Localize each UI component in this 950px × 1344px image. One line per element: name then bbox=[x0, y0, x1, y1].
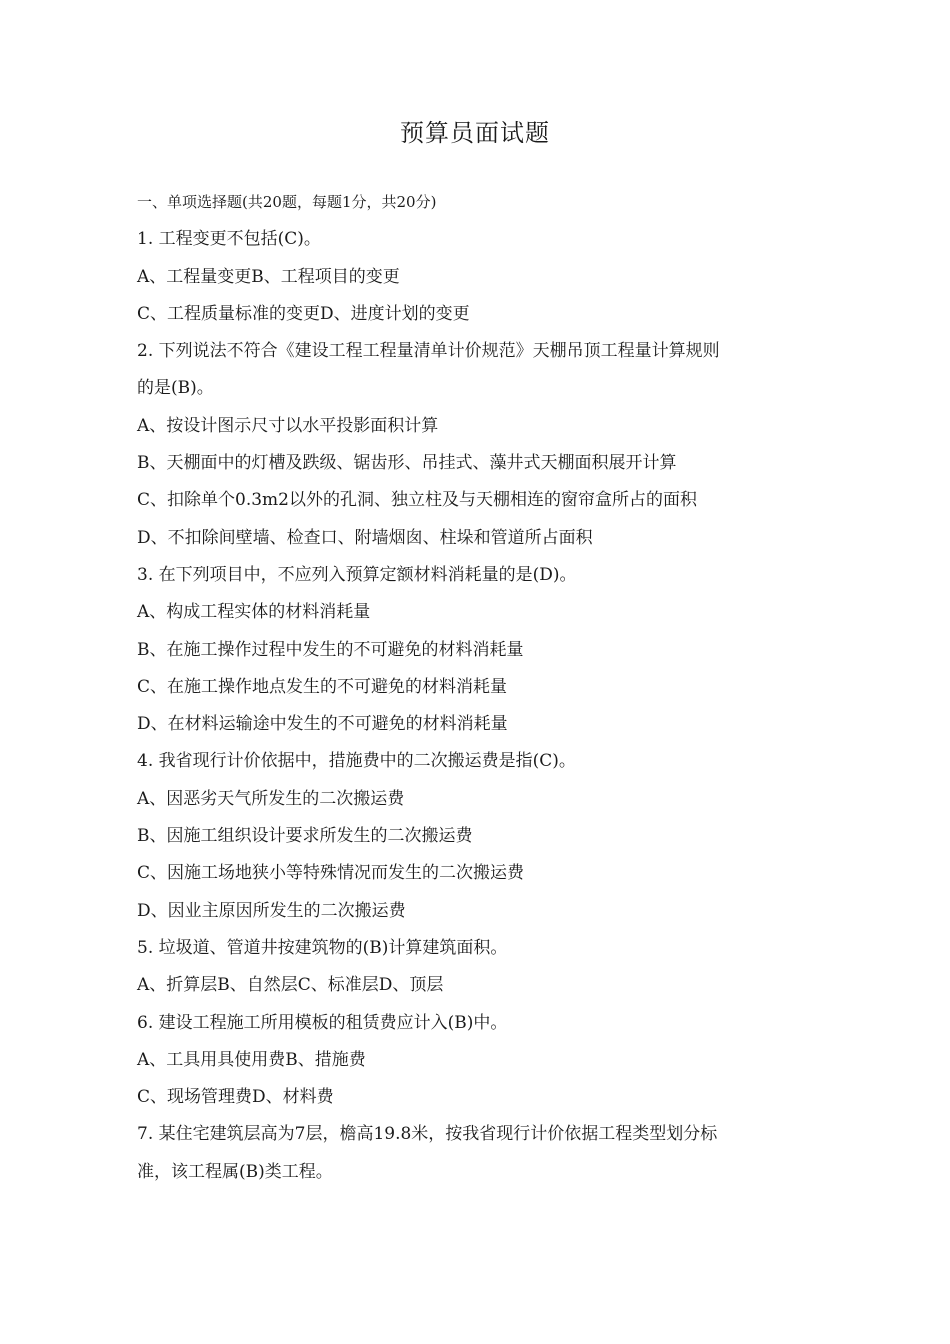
question-1-options-cd: C、工程质量标准的变更D、进度计划的变更 bbox=[137, 303, 470, 324]
question-1-options-ab: A、工程量变更B、工程项目的变更 bbox=[137, 266, 400, 287]
question-3-option-c: C、在施工操作地点发生的不可避免的材料消耗量 bbox=[137, 676, 508, 697]
question-3-option-b: B、在施工操作过程中发生的不可避免的材料消耗量 bbox=[137, 639, 524, 660]
question-2-option-d: D、不扣除间壁墙、检查口、附墙烟囱、柱垛和管道所占面积 bbox=[137, 527, 593, 548]
question-2: 2. 下列说法不符合《建设工程工程量清单计价规范》天棚吊顶工程量计算规则 bbox=[137, 341, 720, 362]
question-4-option-a: A、因恶劣天气所发生的二次搬运费 bbox=[137, 788, 405, 809]
document-body bbox=[137, 184, 817, 1191]
question-2-continued: 的是(B)。 bbox=[137, 378, 214, 399]
question-4-option-b: B、因施工组织设计要求所发生的二次搬运费 bbox=[137, 826, 473, 847]
question-7-continued: 准，该工程属(B)类工程。 bbox=[137, 1161, 333, 1182]
question-6-options-ab: A、工具用具使用费B、措施费 bbox=[137, 1049, 366, 1070]
question-3-option-a: A、构成工程实体的材料消耗量 bbox=[137, 602, 371, 623]
question-2-option-c: C、扣除单个0.3m2以外的孔洞、独立柱及与天棚相连的窗帘盒所占的面积 bbox=[137, 490, 697, 511]
question-2-option-b: B、天棚面中的灯槽及跌级、锯齿形、吊挂式、藻井式天棚面积展开计算 bbox=[137, 453, 677, 474]
page-title: 预算员面试题 bbox=[400, 119, 550, 147]
question-4: 4. 我省现行计价依据中，措施费中的二次搬运费是指(C)。 bbox=[137, 751, 576, 772]
question-2-option-a: A、按设计图示尺寸以水平投影面积计算 bbox=[137, 415, 439, 436]
question-6-options-cd: C、现场管理费D、材料费 bbox=[137, 1087, 334, 1108]
question-3: 3. 在下列项目中，不应列入预算定额材料消耗量的是(D)。 bbox=[137, 564, 577, 585]
question-7: 7. 某住宅建筑层高为7层，檐高19.8米，按我省现行计价依据工程类型划分标 bbox=[137, 1124, 718, 1145]
question-5-options: A、折算层B、自然层C、标准层D、顶层 bbox=[137, 975, 444, 996]
question-5: 5. 垃圾道、管道井按建筑物的(B)计算建筑面积。 bbox=[137, 937, 508, 958]
question-4-option-c: C、因施工场地狭小等特殊情况而发生的二次搬运费 bbox=[137, 863, 525, 884]
question-6: 6. 建设工程施工所用模板的租赁费应计入(B)中。 bbox=[137, 1012, 508, 1033]
question-4-option-d: D、因业主原因所发生的二次搬运费 bbox=[137, 900, 406, 921]
question-3-option-d: D、在材料运输途中发生的不可避免的材料消耗量 bbox=[137, 714, 508, 735]
section-heading: 一、单项选择题(共20题，每题1分，共20分) bbox=[137, 193, 437, 211]
question-1: 1. 工程变更不包括(C)。 bbox=[137, 229, 321, 250]
